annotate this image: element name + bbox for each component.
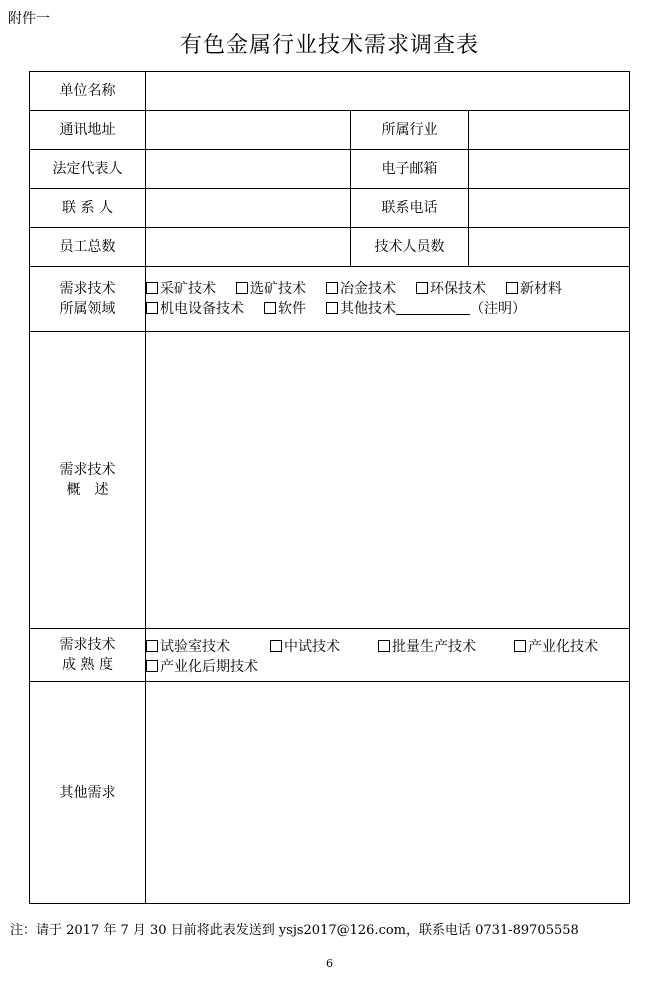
checkbox-icon[interactable]: [514, 640, 526, 652]
industry-field[interactable]: [469, 111, 630, 150]
option-environmental[interactable]: 环保技术: [416, 279, 486, 299]
row-overview: [30, 332, 630, 629]
address-field[interactable]: [146, 111, 351, 150]
overview-label-line1: 需求技术: [59, 462, 116, 478]
maturity-label-line1: 需求技术: [59, 637, 116, 653]
maturity-label: [30, 629, 146, 682]
option-metallurgy[interactable]: 冶金技术: [326, 279, 396, 299]
maturity-options: [146, 629, 630, 682]
checkbox-icon[interactable]: [146, 660, 158, 672]
row-other: [30, 682, 630, 904]
overview-label: [30, 332, 146, 629]
other-tech-note: （注明）: [470, 301, 526, 317]
overview-field[interactable]: [146, 332, 630, 629]
contact-field[interactable]: [146, 189, 351, 228]
row-staff: [30, 228, 630, 267]
tech-field-label-line1: 需求技术: [59, 281, 116, 297]
phone-field[interactable]: [469, 189, 630, 228]
option-software[interactable]: 软件: [264, 299, 306, 319]
staff-total-label: 员工总数: [30, 228, 146, 267]
option-mining[interactable]: 采矿技术: [146, 279, 216, 299]
row-tech-field: [30, 267, 630, 332]
option-mechatronics[interactable]: 机电设备技术: [146, 299, 244, 319]
industry-label: 所属行业: [351, 111, 469, 150]
survey-table: [29, 71, 630, 904]
footer-note: 注：请于 2017 年 7 月 30 日前将此表发送到 ysjs2017@126.com，联系电话 0731-89705558: [10, 923, 579, 938]
attachment-label: 附件一: [8, 11, 50, 27]
option-late-industrialization[interactable]: 产业化后期技术: [146, 657, 258, 677]
address-label: 通讯地址: [30, 111, 146, 150]
unit-name-field[interactable]: [146, 72, 630, 111]
row-contact: [30, 189, 630, 228]
option-lab[interactable]: 试验室技术: [146, 637, 230, 657]
maturity-label-line2: 成 熟 度: [62, 657, 113, 673]
email-field[interactable]: [469, 150, 630, 189]
checkbox-icon[interactable]: [236, 282, 248, 294]
row-legal-rep: [30, 150, 630, 189]
page-number: 6: [326, 957, 333, 970]
email-label: 电子邮箱: [351, 150, 469, 189]
unit-name-label: 单位名称: [30, 72, 146, 111]
other-label: 其他需求: [30, 682, 146, 904]
checkbox-icon[interactable]: [326, 302, 338, 314]
legal-rep-field[interactable]: [146, 150, 351, 189]
option-pilot[interactable]: 中试技术: [270, 637, 340, 657]
option-new-materials[interactable]: 新材料: [506, 279, 562, 299]
checkbox-icon[interactable]: [416, 282, 428, 294]
option-batch-production[interactable]: 批量生产技术: [378, 637, 476, 657]
option-beneficiation[interactable]: 选矿技术: [236, 279, 306, 299]
checkbox-icon[interactable]: [146, 640, 158, 652]
checkbox-icon[interactable]: [378, 640, 390, 652]
tech-field-label: [30, 267, 146, 332]
checkbox-icon[interactable]: [326, 282, 338, 294]
row-maturity: [30, 629, 630, 682]
row-address: [30, 111, 630, 150]
phone-label: 联系电话: [351, 189, 469, 228]
tech-staff-field[interactable]: [469, 228, 630, 267]
tech-field-options: [146, 267, 630, 332]
checkbox-icon[interactable]: [506, 282, 518, 294]
other-tech-blank[interactable]: [396, 314, 470, 315]
checkbox-icon[interactable]: [146, 302, 158, 314]
form-title: 有色金属行业技术需求调查表: [179, 33, 479, 58]
overview-label-line2: 概 述: [66, 482, 109, 498]
legal-rep-label: 法定代表人: [30, 150, 146, 189]
tech-staff-label: 技术人员数: [351, 228, 469, 267]
contact-label: 联 系 人: [30, 189, 146, 228]
row-unit-name: [30, 72, 630, 111]
tech-field-label-line2: 所属领域: [59, 301, 116, 317]
checkbox-icon[interactable]: [270, 640, 282, 652]
other-field[interactable]: [146, 682, 630, 904]
checkbox-icon[interactable]: [146, 282, 158, 294]
checkbox-icon[interactable]: [264, 302, 276, 314]
staff-total-field[interactable]: [146, 228, 351, 267]
option-other-tech[interactable]: 其他技术 （注明）: [326, 299, 526, 319]
option-industrialization[interactable]: 产业化技术: [514, 637, 598, 657]
